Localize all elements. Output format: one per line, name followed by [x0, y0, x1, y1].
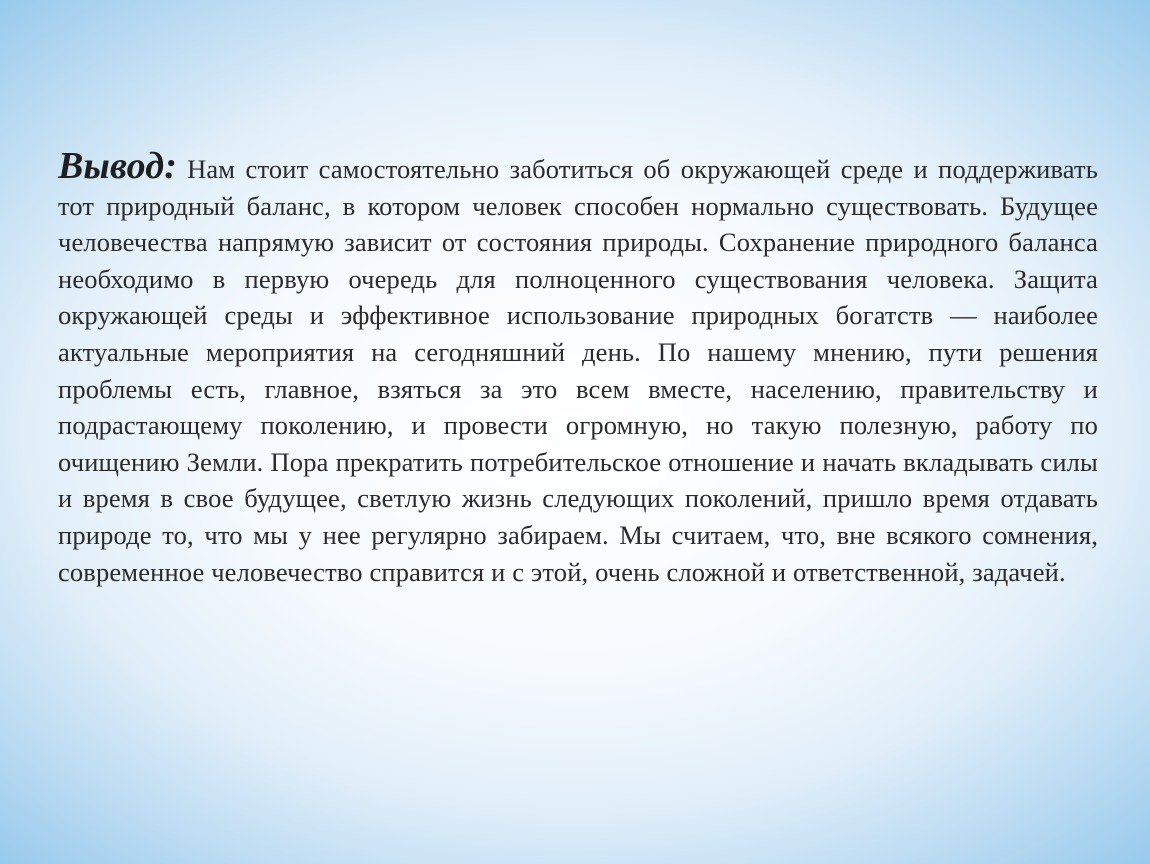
- conclusion-paragraph: [58, 145, 1098, 590]
- conclusion-body-text: Нам стоит самостоятельно заботиться об окружающей среде и поддерживать тот природный баланс, в котором человек способен нормально существовать. Будущее человечества напрямую зависит от состояния природы. Сохранение природного баланса необходимо в первую очередь для полноценного существования человека. Защита окружающей среды и эффективное использование природных богатств — наиболее актуальные мероприятия на сегодняшний день. По нашему мнению, пути решения проблемы есть, главное, взяться за это всем вместе, населению, правительству и подрастающему поколению, и провести огромную, но такую полезную, работу по очищению Земли. Пора прекратить потребительское отношение и начать вкладывать силы и время в свое будущее, светлую жизнь следующих поколений, пришло время отдавать природе то, что мы у нее регулярно забираем. Мы считаем, что, вне всякого сомнения, современное человечество справится и с этой, очень сложной и ответственной, задачей.: [58, 154, 1098, 587]
- conclusion-heading: Вывод:: [58, 145, 178, 187]
